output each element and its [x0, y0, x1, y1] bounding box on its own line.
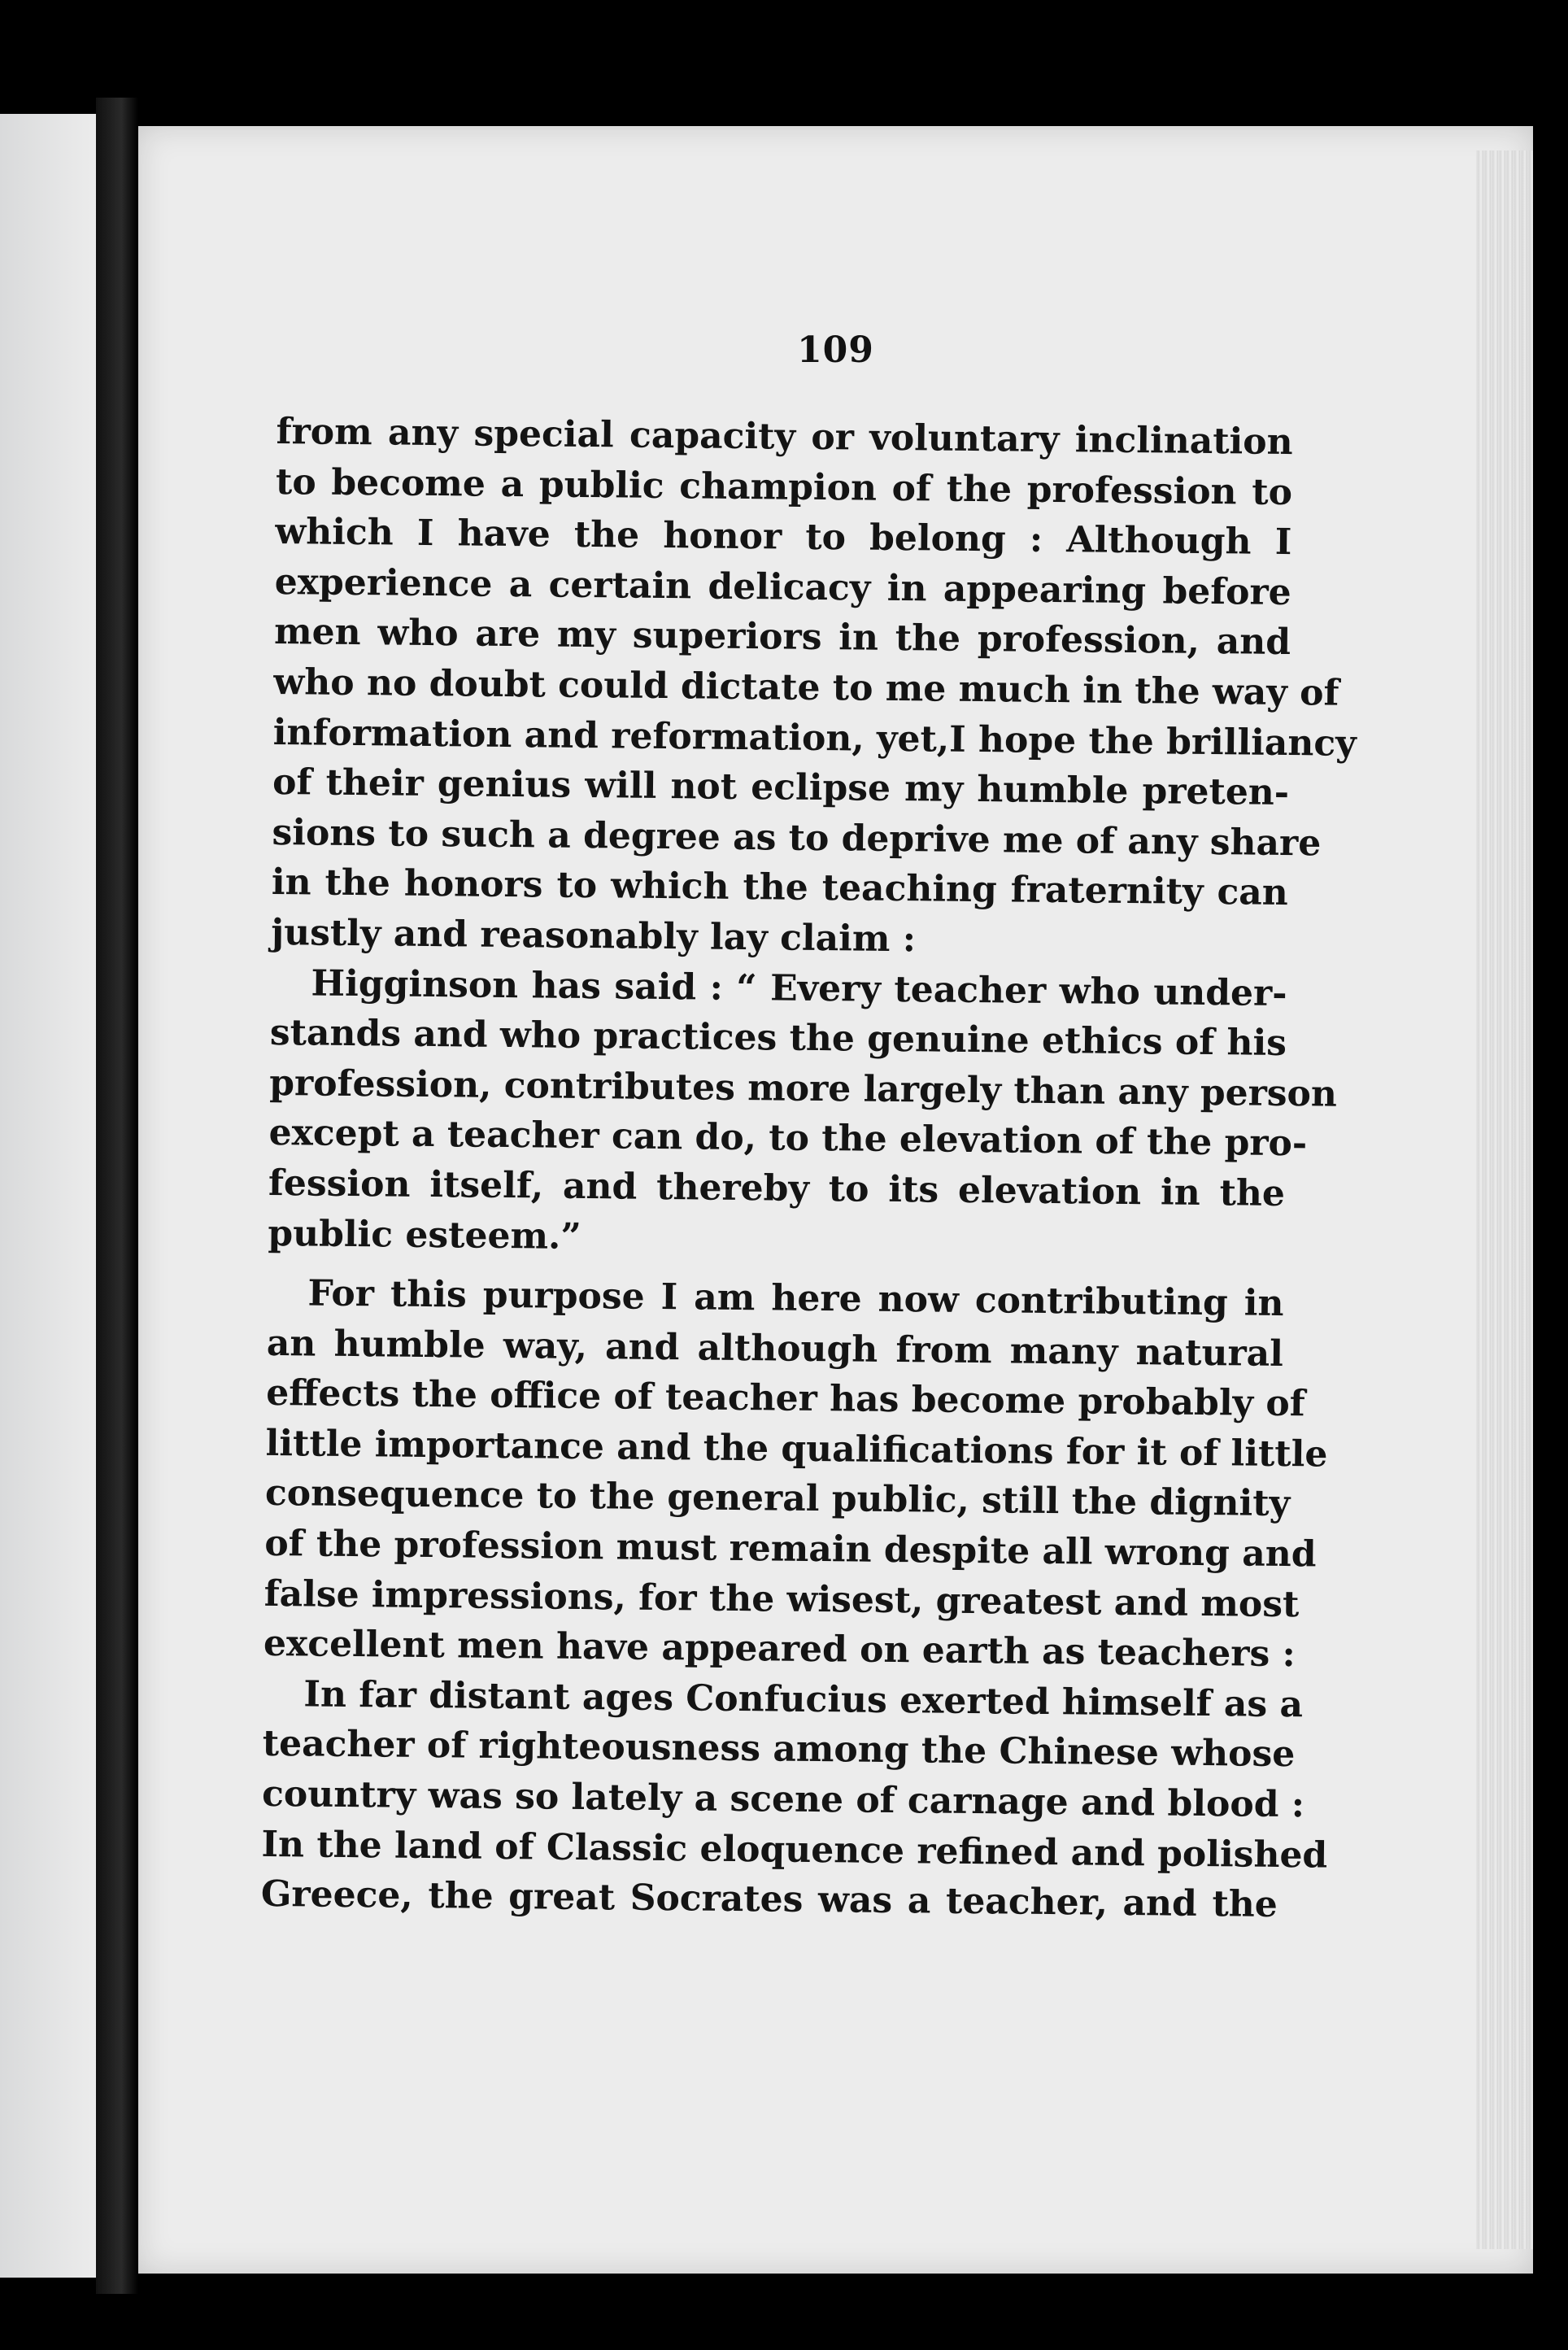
text-line: profession, contributes more largely than any person [269, 1062, 1338, 1115]
text-line: information and reformation, yet,I hope the brilliancy [272, 711, 1357, 765]
text-line: In far distant ages Confucius exerted himself as a [303, 1673, 1304, 1726]
text-line: except a teacher can do, to the elevation of the pro- [268, 1112, 1308, 1165]
book-page [138, 126, 1533, 2274]
facing-page-edge [0, 114, 96, 2278]
text-line: stands and who practices the genuine ethics of his [269, 1012, 1287, 1065]
text-line: public esteem.” [268, 1212, 581, 1258]
text-line: country was so lately a scene of carnage and blood : [261, 1772, 1305, 1826]
text-line: little importance and the qualifications for it of little [265, 1422, 1328, 1476]
text-line: consequence to the general public, still the dignity [264, 1472, 1291, 1525]
text-line: Greece, the great Socrates was a teacher, and the [260, 1873, 1278, 1926]
text-line: men who are my superiors in the profession, and [273, 611, 1291, 664]
text-line: in the honors to which the teaching fraternity can [271, 861, 1289, 914]
text-line: For this purpose I am here now contributing in [307, 1272, 1284, 1325]
text-line: fession itself, and thereby to its elevation in the [268, 1162, 1286, 1214]
text-line: sions to such a degree as to deprive me of any share [272, 811, 1322, 865]
text-line: of their genius will not eclipse my humble preten- [272, 761, 1290, 814]
text-line: Higginson has said : “ Every teacher who under- [311, 962, 1287, 1014]
body-text [260, 407, 1357, 1930]
text-line: from any special capacity or voluntary inclination [276, 410, 1293, 464]
text-line: who no doubt could dictate to me much in the way of [273, 661, 1339, 714]
text-line: excellent men have appeared on earth as teachers : [263, 1623, 1296, 1676]
text-line: justly and reasonably lay claim : [270, 911, 917, 961]
text-line: experience a certain delicacy in appearing before [274, 560, 1291, 613]
book-gutter [96, 98, 138, 2294]
text-line: teacher of righteousness among the Chinese whose [262, 1723, 1296, 1776]
text-line: an humble way, and although from many natural [266, 1322, 1284, 1375]
page-number: 109 [797, 329, 874, 371]
text-line: which I have the honor to belong : Although I [275, 511, 1292, 564]
text-line: of the profession must remain despite all wrong and [264, 1522, 1317, 1576]
text-line: In the land of Classic eloquence refined and polished [261, 1823, 1328, 1877]
page-edge-stack [1476, 150, 1533, 2249]
text-line: to become a public champion of the profession to [275, 460, 1293, 513]
text-line: effects the office of teacher has become probably of [266, 1372, 1305, 1425]
text-line: false impressions, for the wisest, greatest and most [264, 1572, 1300, 1625]
